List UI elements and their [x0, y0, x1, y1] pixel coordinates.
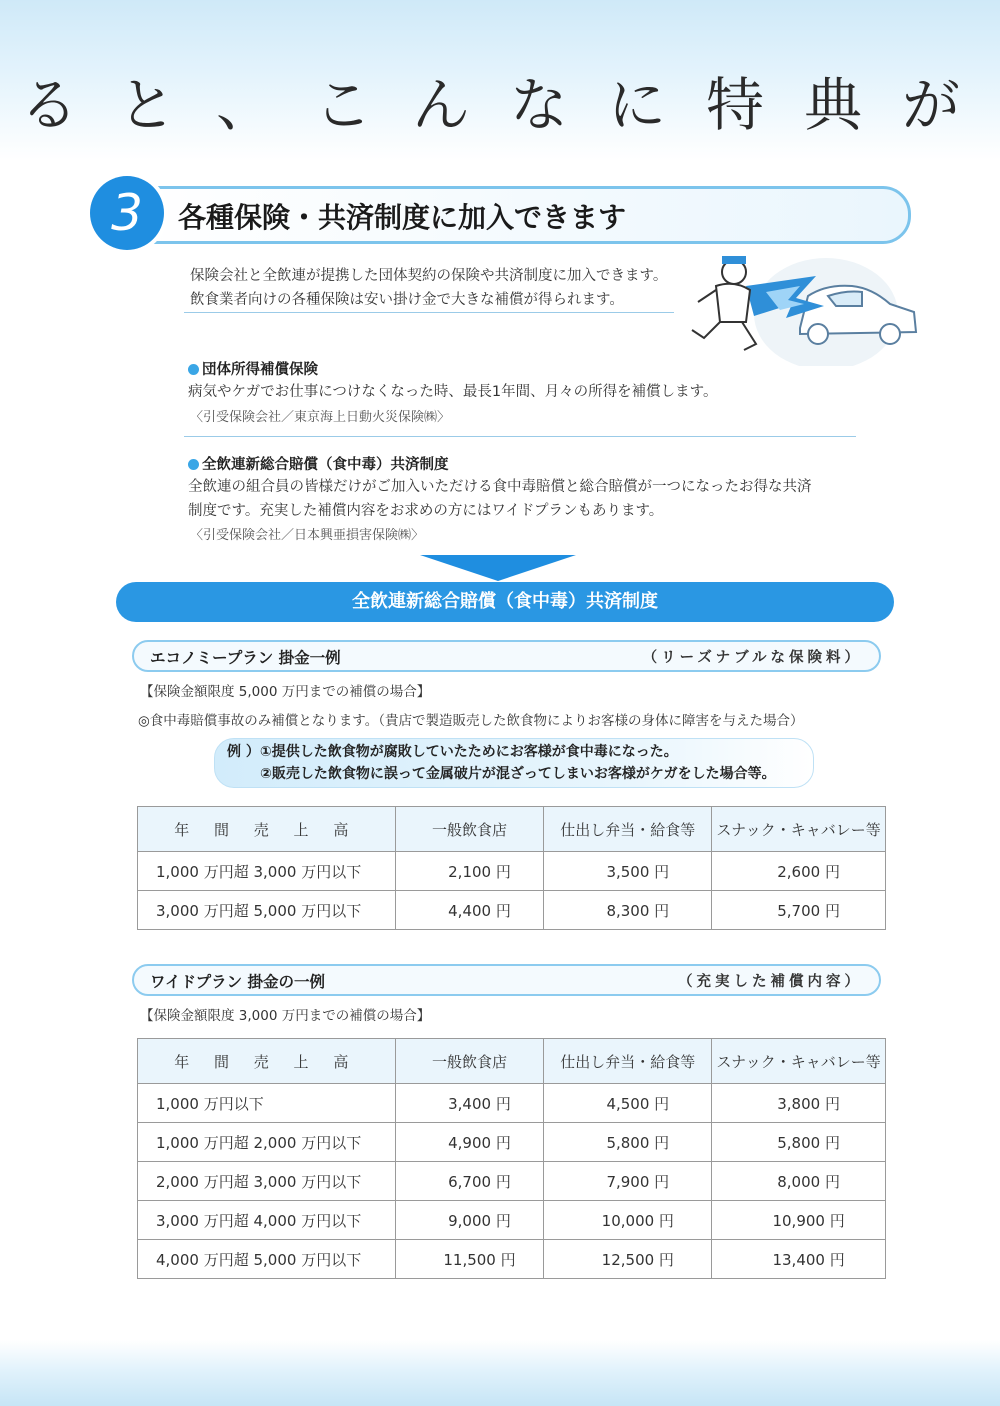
table-header: スナック・キャバレー等 [712, 807, 886, 852]
coverage-limit: 【保険金額限度 5,000 万円までの補償の場合】 [140, 684, 431, 700]
table-cell: 4,400 円 [395, 891, 544, 930]
plan-title: エコノミープラン 掛金一例 [150, 649, 341, 667]
table-header: 一般飲食店 [395, 1039, 544, 1084]
table-row [138, 1123, 886, 1162]
table-header: 仕出し弁当・給食等 [544, 807, 712, 852]
table-cell: 12,500 円 [544, 1240, 712, 1279]
plan-banner: 全飲連新総合賠償（食中毒）共済制度 [116, 582, 894, 622]
table-cell: 8,000 円 [712, 1162, 886, 1201]
plan-tag: （リーズナブルな保険料） [642, 650, 863, 666]
arrow-down-icon [420, 555, 576, 581]
table-cell: 8,300 円 [544, 891, 712, 930]
table-cell: 3,000 万円超 5,000 万円以下 [138, 891, 396, 930]
table-cell: 5,700 円 [712, 891, 886, 930]
table-cell: 4,000 万円超 5,000 万円以下 [138, 1240, 396, 1279]
economy-rate-table [137, 806, 886, 930]
item-body: 全飲連の組合員の皆様だけがご加入いただける食中毒賠償と総合賠償が一つになったお得な共済 制度です。充実した補償内容をお求めの方にはワイドプランもあります。 [188, 479, 812, 519]
table-cell: 5,800 円 [712, 1123, 886, 1162]
divider [184, 436, 856, 437]
example-box [214, 738, 814, 788]
wide-plan-header [132, 964, 881, 996]
item-title: 全飲連新総合賠償（食中毒）共済制度 [188, 453, 449, 474]
table-header: スナック・キャバレー等 [712, 1039, 886, 1084]
table-header: 年 間 売 上 高 [138, 807, 396, 852]
table-cell: 3,000 万円超 4,000 万円以下 [138, 1201, 396, 1240]
table-header-row [138, 807, 886, 852]
page-headline: ると、こんなに特典が [20, 71, 1000, 139]
table-cell: 4,900 円 [395, 1123, 544, 1162]
economy-plan-header [132, 640, 881, 672]
example-line: ②販売した飲食物に誤って金属破片が混ざってしまいお客様がケガをした場合等。 [260, 766, 776, 782]
table-header-row [138, 1039, 886, 1084]
bottom-gradient-band [0, 1340, 1000, 1406]
table-cell: 2,100 円 [395, 852, 544, 891]
table-row [138, 891, 886, 930]
table-cell: 6,700 円 [395, 1162, 544, 1201]
table-cell: 7,900 円 [544, 1162, 712, 1201]
intro-line: 保険会社と全飲連が提携した団体契約の保険や共済制度に加入できます。 [190, 268, 668, 284]
item-title: 団体所得補償保険 [188, 358, 318, 379]
plan-title: ワイドプラン 掛金の一例 [150, 973, 325, 991]
table-cell: 3,400 円 [395, 1084, 544, 1123]
table-row [138, 852, 886, 891]
table-row [138, 1162, 886, 1201]
table-header: 仕出し弁当・給食等 [544, 1039, 712, 1084]
running-chef-and-car-illustration [676, 246, 926, 366]
table-cell: 1,000 万円以下 [138, 1084, 396, 1123]
bullet-dot-icon [188, 459, 199, 470]
table-row [138, 1240, 886, 1279]
intro-line: 飲食業者向けの各種保険は安い掛け金で大きな補償が得られます。 [190, 292, 624, 308]
section-number-badge: 3 [90, 176, 164, 250]
table-header: 一般飲食店 [395, 807, 544, 852]
item-note: 〈引受保険会社／東京海上日動火災保険㈱〉 [190, 410, 451, 425]
example-line: 例 ）①提供した飲食物が腐敗していたためにお客様が食中毒になった。 [227, 744, 678, 760]
divider [184, 312, 674, 313]
table-row [138, 1084, 886, 1123]
section-intro [190, 264, 667, 312]
table-cell: 4,500 円 [544, 1084, 712, 1123]
table-cell: 1,000 万円超 3,000 万円以下 [138, 852, 396, 891]
table-cell: 9,000 円 [395, 1201, 544, 1240]
table-row [138, 1201, 886, 1240]
item-note: 〈引受保険会社／日本興亜損害保険㈱〉 [190, 528, 425, 543]
table-cell: 2,600 円 [712, 852, 886, 891]
coverage-limit: 【保険金額限度 3,000 万円までの補償の場合】 [140, 1008, 431, 1024]
plan-tag: （充実した補償内容） [678, 974, 863, 990]
wide-rate-table [137, 1038, 886, 1279]
table-cell: 11,500 円 [395, 1240, 544, 1279]
table-cell: 3,800 円 [712, 1084, 886, 1123]
table-cell: 10,900 円 [712, 1201, 886, 1240]
table-cell: 2,000 万円超 3,000 万円以下 [138, 1162, 396, 1201]
table-cell: 1,000 万円超 2,000 万円以下 [138, 1123, 396, 1162]
coverage-notice: ◎食中毒賠償事故のみ補償となります。（貴店で製造販売した飲食物によりお客様の身体に障害を与えた場合） [138, 713, 804, 729]
table-cell: 3,500 円 [544, 852, 712, 891]
section-title: 各種保険・共済制度に加入できます [178, 201, 627, 234]
table-header: 年 間 売 上 高 [138, 1039, 396, 1084]
table-cell: 13,400 円 [712, 1240, 886, 1279]
table-cell: 10,000 円 [544, 1201, 712, 1240]
item-body: 病気やケガでお仕事につけなくなった時、最長1年間、月々の所得を補償します。 [188, 384, 718, 400]
table-cell: 5,800 円 [544, 1123, 712, 1162]
bullet-dot-icon [188, 364, 199, 375]
